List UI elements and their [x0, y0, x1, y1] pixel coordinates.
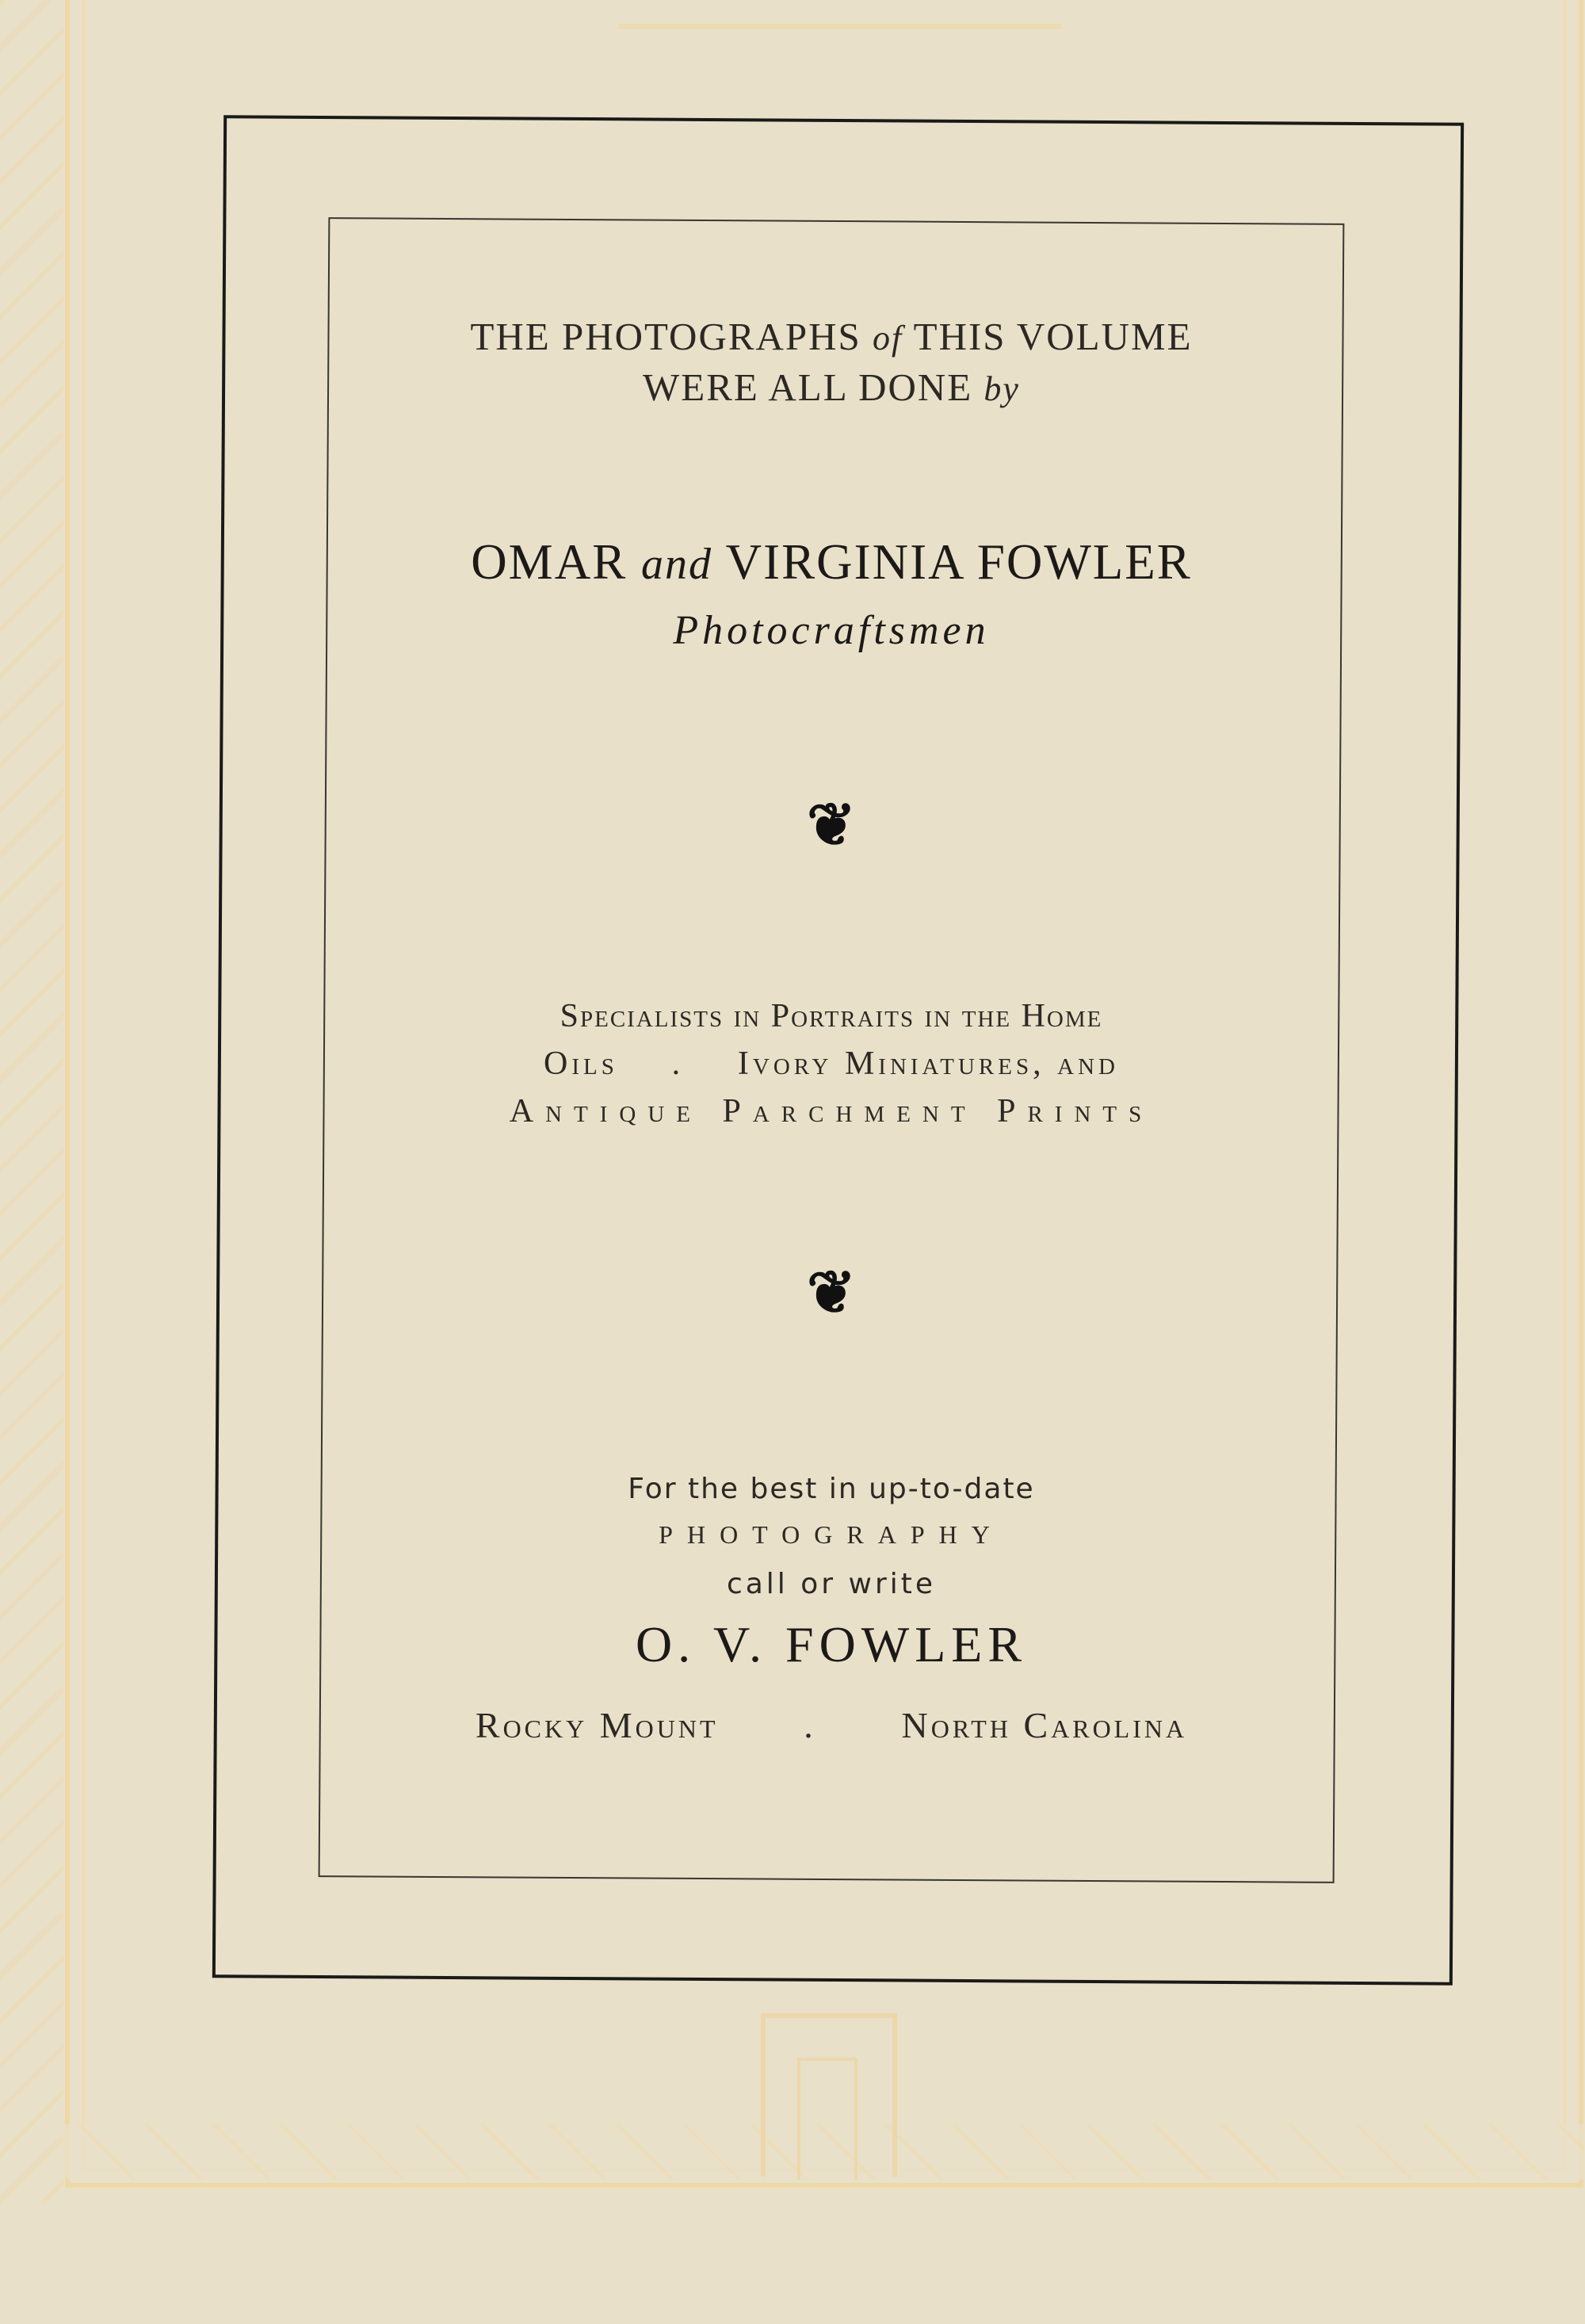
location-city: Rocky Mount	[475, 1705, 719, 1745]
contact-name: O. V. FOWLER	[635, 1616, 1028, 1672]
location-state: North Carolina	[901, 1705, 1188, 1745]
contact-photography: PHOTOGRAPHY	[659, 1520, 1004, 1549]
specialty-miniatures: Ivory Miniatures, and	[737, 1045, 1119, 1082]
decorative-border-left	[0, 0, 63, 2204]
contact-location	[323, 1704, 1339, 1746]
intro-line-2	[323, 365, 1339, 410]
faded-header-ornament	[618, 0, 1062, 29]
intro-line-1	[323, 314, 1339, 359]
intro-text: THE PHOTOGRAPHS	[470, 315, 861, 358]
fleuron-ornament-icon-2: ❦	[806, 1261, 856, 1326]
photocraftsmen-title: Photocraftsmen	[673, 608, 990, 653]
location-separator: .	[804, 1705, 816, 1745]
intro-of: of	[873, 319, 903, 357]
name-virginia-fowler: VIRGINIA FOWLER	[725, 534, 1192, 590]
photographer-names	[323, 533, 1339, 591]
name-and: and	[640, 540, 712, 589]
specialty-oils: Oils	[544, 1045, 618, 1082]
intro-text: THIS VOLUME	[913, 315, 1193, 358]
specialty-line-2	[323, 1045, 1339, 1083]
fleuron-ornament-icon: ❦	[806, 793, 856, 858]
specialty-line-1: Specialists in Portraits in the Home	[560, 998, 1103, 1034]
contact-line-1: For the best in up-to-date	[628, 1473, 1035, 1505]
intro-text: WERE ALL DONE	[643, 365, 973, 409]
advertisement-content	[323, 220, 1339, 1880]
intro-by: by	[983, 369, 1020, 408]
doorway-ornament	[761, 2013, 897, 2177]
name-omar: OMAR	[471, 534, 628, 590]
contact-call-or-write: call or write	[726, 1568, 937, 1600]
specialty-line-3: Antique Parchment Prints	[509, 1093, 1154, 1130]
specialty-separator: .	[671, 1045, 685, 1082]
